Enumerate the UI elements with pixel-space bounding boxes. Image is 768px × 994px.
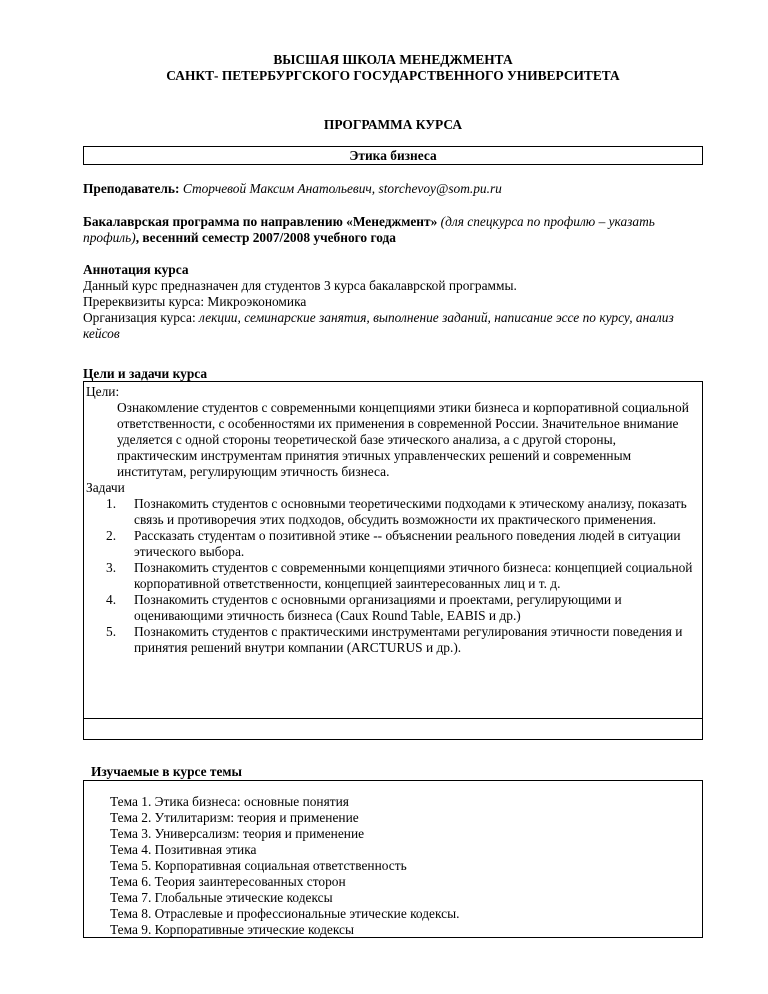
tasks-label: Задачи bbox=[86, 480, 125, 495]
university-name: САНКТ- ПЕТЕРБУРГСКОГО ГОСУДАРСТВЕННОГО УНИВЕРСИТЕТА bbox=[166, 68, 620, 83]
annotation-section bbox=[83, 262, 703, 342]
annotation-line2: Пререквизиты курса: Микроэкономика bbox=[83, 294, 307, 309]
topic-item: Тема 5. Корпоративная социальная ответственность bbox=[110, 858, 407, 873]
program-direction: Бакалаврская программа по направлению «Менеджмент» bbox=[83, 214, 438, 229]
course-name: Этика бизнеса bbox=[349, 148, 437, 163]
goals-title: Цели и задачи курса bbox=[83, 366, 208, 381]
program-title: ПРОГРАММА КУРСА bbox=[323, 117, 463, 132]
course-name-box bbox=[83, 146, 703, 165]
organization-label: Организация курса: bbox=[83, 310, 200, 325]
topic-item: Тема 7. Глобальные этические кодексы bbox=[110, 890, 333, 905]
teacher-line bbox=[83, 181, 703, 197]
topics-list bbox=[110, 794, 459, 938]
topic-item: Тема 9. Корпоративные этические кодексы bbox=[110, 922, 354, 937]
topics-box bbox=[83, 780, 703, 938]
goals-text: Ознакомление студентов с современными концепциями этики бизнеса и корпоративной социальной ответственности, с особенностями их применения в современной России. Значительное внимание уделяется с одной стороны теоретической базе этического анализа, а с другой стороны, практическим инструментам принятия этичных управленческих решений и современным институтам, регулирующим этичность бизнеса. bbox=[117, 400, 689, 479]
school-name: ВЫСШАЯ ШКОЛА МЕНЕДЖМЕНТА bbox=[273, 52, 513, 67]
task-item: 2. Рассказать студентам о позитивной этике -- объяснении реального поведения людей в ситуации этического выбора. bbox=[106, 528, 681, 559]
goals-content bbox=[84, 384, 696, 656]
tasks-list bbox=[84, 496, 696, 656]
topic-item: Тема 6. Теория заинтересованных сторон bbox=[110, 874, 346, 889]
topic-item: Тема 4. Позитивная этика bbox=[110, 842, 257, 857]
topic-item: Тема 1. Этика бизнеса: основные понятия bbox=[110, 794, 349, 809]
task-item: 5. Познакомить студентов с практическими инструментами регулирования этичности поведения и принятия решений внутри компании (ARCTURUS и др.). bbox=[106, 624, 683, 655]
annotation-title: Аннотация курса bbox=[83, 262, 189, 277]
topics-title: Изучаемые в курсе темы bbox=[91, 764, 243, 779]
teacher-label: Преподаватель: bbox=[83, 181, 180, 196]
teacher-value: Сторчевой Максим Анатольевич, storchevoy@som.pu.ru bbox=[179, 181, 502, 196]
annotation-organization bbox=[83, 310, 703, 342]
topic-item: Тема 8. Отраслевые и профессиональные этические кодексы. bbox=[110, 906, 460, 921]
goals-divider bbox=[84, 718, 702, 719]
goals-label: Цели: bbox=[86, 384, 120, 399]
annotation-line1: Данный курс предназначен для студентов 3 курса бакалаврской программы. bbox=[83, 278, 517, 293]
task-item: 4. Познакомить студентов с основными организациями и проектами, регулирующими и оценивающими этичность бизнеса (Caux Round Table, EABIS и др.) bbox=[106, 592, 622, 623]
program-line bbox=[83, 214, 703, 246]
task-item: 1. Познакомить студентов с основными теоретическими подходами к этическому анализу, показать связь и противоречия этих подходов, обсудить возможности их практического применения. bbox=[106, 496, 687, 527]
program-profile-note: (для спецкурса по профилю – указать профиль) bbox=[83, 214, 655, 245]
topic-item: Тема 2. Утилитаризм: теория и применение bbox=[110, 810, 359, 825]
task-item: 3. Познакомить студентов с современными концепциями этичного бизнеса: концепцией социальной корпоративной ответственности, концепцией заинтересованных лиц и т. д. bbox=[106, 560, 693, 591]
goals-box bbox=[83, 381, 703, 740]
program-semester: , весенний семестр 2007/2008 учебного года bbox=[135, 230, 396, 245]
organization-value: лекции, семинарские занятия, выполнение заданий, написание эссе по курсу, анализ кейсов bbox=[83, 310, 674, 341]
topic-item: Тема 3. Универсализм: теория и применение bbox=[110, 826, 365, 841]
